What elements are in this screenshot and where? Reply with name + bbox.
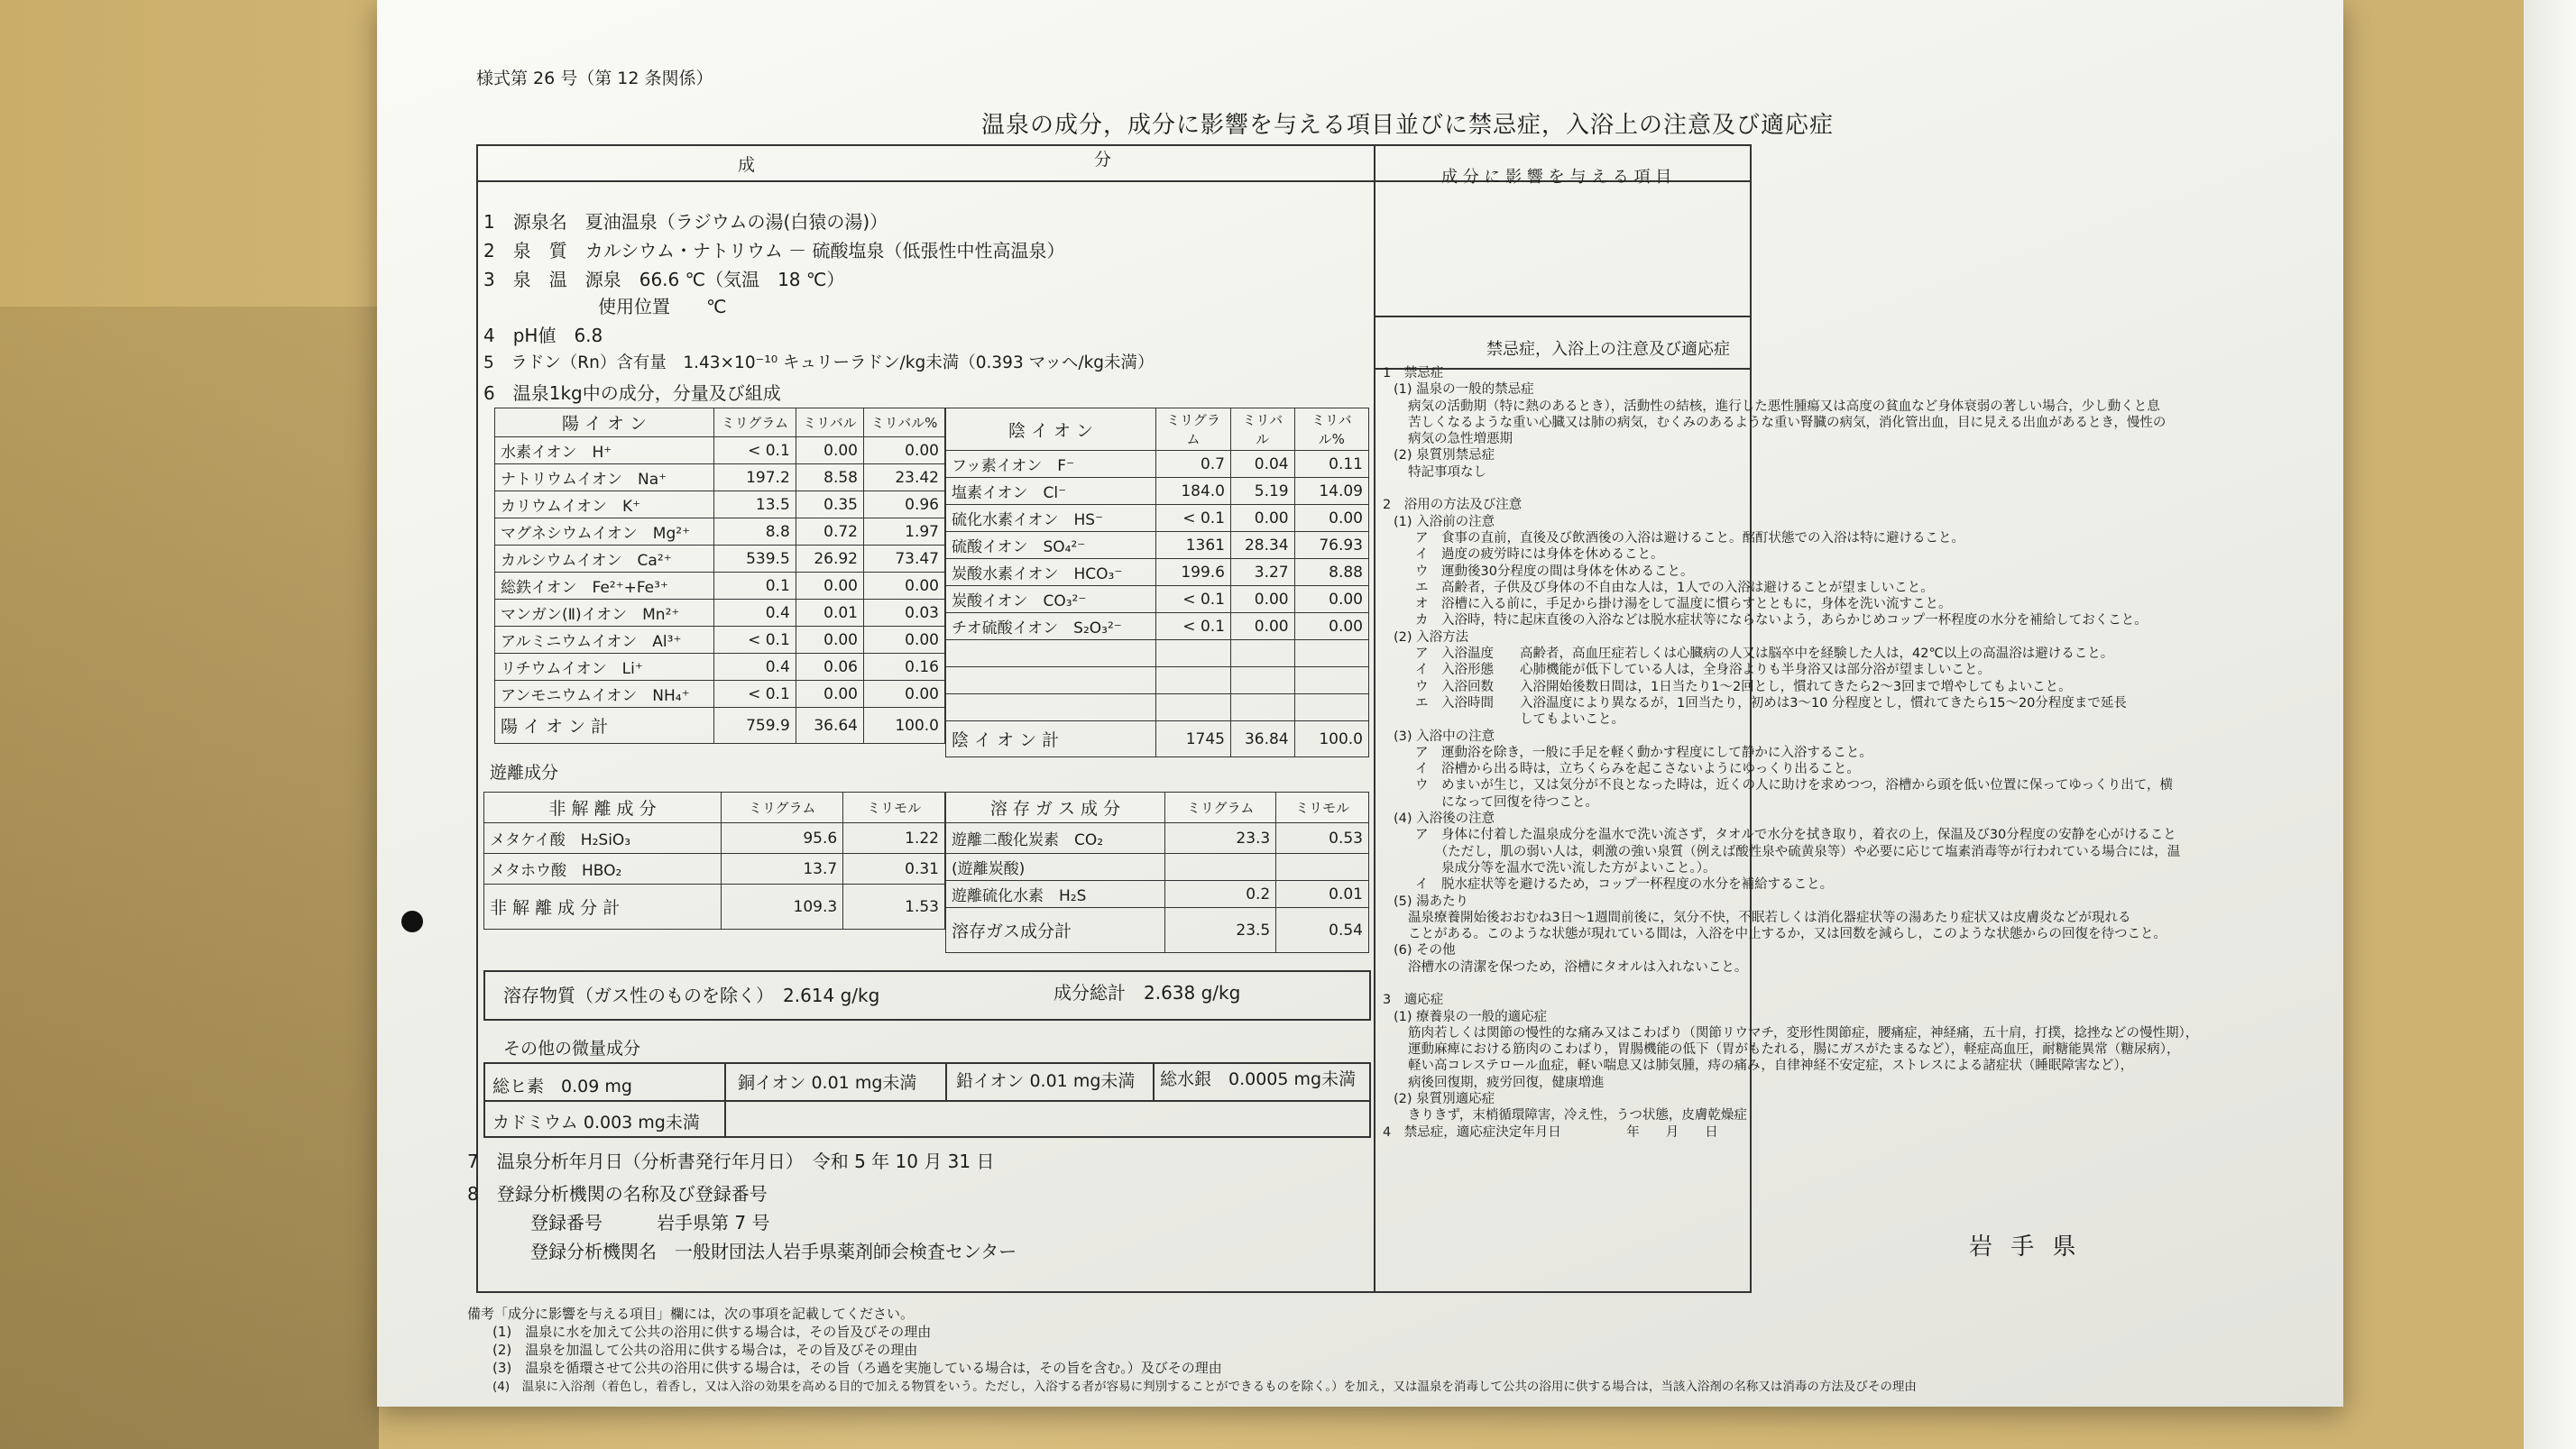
value: < 0.1 — [1156, 505, 1231, 532]
value: 8.88 — [1294, 559, 1368, 586]
table-row — [495, 600, 945, 627]
table-row — [946, 908, 1369, 953]
remark-line: (2) 温泉を加温して公共の浴用に供する場合は，その旨及びその理由 — [492, 1342, 918, 1358]
text-line: (1) 療養泉の一般的適応症 — [1394, 1009, 1548, 1024]
text-line — [1383, 976, 1743, 992]
table-row — [495, 464, 945, 491]
text-line: ウ めまいが生じ，又は気分が不良となった時は，近くの人に助けを求めつつ，浴槽から頭を低い位置に保ってゆっくり出て，横 — [1415, 778, 2173, 793]
trace-divider — [945, 1062, 947, 1100]
value: 0.54 — [1276, 908, 1369, 953]
value: 13.7 — [722, 854, 843, 885]
trace-divider — [1153, 1062, 1155, 1100]
trace-arsenic: 総ヒ素 0.09 mg — [492, 1077, 632, 1096]
text-line: (1) 温泉の一般的禁忌症 — [1394, 382, 1534, 398]
text-line: ア 身体に付着した温泉成分を温水で洗い流さず，タオルで水分を拭き取り，着衣の上，保温及び30分程度の安静を心がけること — [1415, 828, 2176, 843]
value: 0.00 — [1294, 505, 1368, 532]
value: 1.22 — [843, 823, 945, 854]
text-line: ウ 入浴回数 入浴開始後数日間は，1日当たり1～2回とし，慣れてきたら2～3回まで増やしてもよいこと。 — [1415, 679, 2072, 694]
nondissociated-table — [483, 792, 945, 930]
value: < 0.1 — [714, 681, 796, 708]
value: 0.00 — [796, 573, 863, 600]
gas-header-mmol: ミリモル — [1276, 793, 1369, 823]
text-line: ア 運動浴を除き，一般に手足を軽く動かす程度にして静かに入浴すること。 — [1415, 745, 1872, 760]
text-line: 1 禁忌症 — [1383, 366, 1444, 381]
window-frame — [2524, 0, 2576, 1449]
ion-name: フッ素イオン F⁻ — [946, 451, 1156, 478]
header-contraindications: 禁忌症，入浴上の注意及び適応症 — [1486, 340, 1730, 359]
value: 0.00 — [1230, 586, 1294, 613]
value: 0.1 — [714, 573, 796, 600]
cation-header-mg: ミリグラム — [714, 408, 796, 437]
value: 26.92 — [796, 546, 863, 573]
cation-header-mval: ミリバル — [796, 408, 863, 437]
trace-row-rule — [483, 1100, 1369, 1102]
ion-name: 硫化水素イオン HS⁻ — [946, 505, 1156, 532]
text-line: 軽い高コレステロール血症，軽い喘息又は肺気腫，痔の痛み，自律神経不安定症，ストレスによる諸症状（睡眠障害など）， — [1408, 1059, 2134, 1074]
anion-table — [945, 408, 1369, 757]
value: 0.72 — [796, 518, 863, 546]
text-line: ウ 運動後30分程度の間は身体を休めること。 — [1415, 564, 1694, 579]
trace-mercury: 総水銀 0.0005 mg未満 — [1160, 1069, 1357, 1089]
value: 100.0 — [1294, 721, 1368, 757]
ion-name: ナトリウムイオン Na⁺ — [495, 464, 714, 491]
value: 95.6 — [722, 823, 843, 854]
table-row — [946, 640, 1369, 667]
ion-name: 炭酸水素イオン HCO₃⁻ — [946, 559, 1156, 586]
value: 0.53 — [1276, 823, 1369, 854]
ion-name: アンモニウムイオン NH₄⁺ — [495, 681, 714, 708]
table-row — [495, 546, 945, 573]
value: < 0.1 — [714, 627, 796, 654]
text-line: イ 浴槽から出る時は，立ちくらみを起こさないようにゆっくり出ること。 — [1415, 762, 1860, 777]
table-row — [495, 681, 945, 708]
hot-spring-analysis-sheet — [377, 0, 2343, 1407]
ion-name: 硫酸イオン SO₄²⁻ — [946, 532, 1156, 559]
anion-header-pct: ミリバル% — [1294, 408, 1368, 451]
text-line: 筋肉若しくは関節の慢性的な痛み又はこわばり（関節リウマチ，変形性関節症，腰痛症，神経痛，五十肩，打撲，捻挫などの慢性期）， — [1408, 1025, 2199, 1041]
text-line: 病気の急性増悪期 — [1408, 432, 1513, 447]
text-line: エ 入浴時間 入浴温度により異なるが，1回当たり，初めは3～10 分程度とし，慣れてきたら15～20分程度まで延長 — [1415, 695, 2127, 711]
gas-header: 溶 存 ガ ス 成 分 — [946, 793, 1165, 823]
cation-table — [494, 408, 945, 744]
value: 759.9 — [714, 708, 796, 744]
remark-line: (1) 温泉に水を加えて公共の浴用に供する場合は，その旨及びその理由 — [492, 1324, 932, 1340]
value: 36.84 — [1230, 721, 1294, 757]
value: 1361 — [1156, 532, 1231, 559]
value: 8.8 — [714, 518, 796, 546]
value: 199.6 — [1156, 559, 1231, 586]
trace-title: その他の微量成分 — [503, 1039, 641, 1059]
value: 8.58 — [796, 464, 863, 491]
text-line: 3 適応症 — [1383, 993, 1444, 1008]
value: 0.7 — [1156, 451, 1231, 478]
dissolved-gas-table — [945, 792, 1369, 953]
text-line: になって回復を待つこと。 — [1415, 794, 1598, 810]
text-line: (1) 入浴前の注意 — [1394, 514, 1495, 529]
punch-hole — [401, 911, 423, 932]
value: 36.64 — [796, 708, 863, 744]
table-row — [946, 694, 1369, 721]
item-radon: 5 ラドン（Rn）含有量 1.43×10⁻¹⁰ キュリーラドン/kg未満（0.393 マッヘ/kg未満） — [483, 353, 1155, 372]
ion-name: チオ硫酸イオン S₂O₃²⁻ — [946, 613, 1156, 640]
text-line: 温泉療養開始後おおむね3日～1週間前後に，気分不快，不眠若しくは消化器症状等の湯あたり症状又は皮膚炎などが現れる — [1408, 910, 2131, 925]
value: 14.09 — [1294, 478, 1368, 505]
value: 0.11 — [1294, 451, 1368, 478]
registration-title: 8 登録分析機関の名称及び登録番号 — [467, 1183, 768, 1205]
value: 3.27 — [1230, 559, 1294, 586]
anion-header-mg: ミリグラム — [1156, 408, 1231, 451]
table-row — [495, 708, 945, 744]
gas-header-mg: ミリグラム — [1165, 793, 1276, 823]
value: 76.93 — [1294, 532, 1368, 559]
text-line: (2) 泉質別禁忌症 — [1394, 448, 1495, 463]
anion-header: 陰 イ オ ン — [946, 408, 1156, 451]
dissolved-substances: 溶存物質（ガス性のものを除く） 2.614 g/kg — [503, 985, 880, 1006]
value: 0.00 — [796, 627, 863, 654]
component-name: (遊離炭酸) — [946, 854, 1165, 881]
registration-number: 登録番号 岩手県第 7 号 — [530, 1212, 770, 1233]
value: 1745 — [1156, 721, 1231, 757]
value: 0.04 — [1230, 451, 1294, 478]
trace-divider — [724, 1100, 726, 1136]
cation-header: 陽 イ オ ン — [495, 408, 714, 437]
value: 23.5 — [1165, 908, 1276, 953]
value: 0.00 — [1230, 613, 1294, 640]
page-title: 温泉の成分，成分に影響を与える項目並びに禁忌症，入浴上の注意及び適応症 — [981, 112, 1835, 139]
trace-cadmium: カドミウム 0.003 mg未満 — [492, 1113, 700, 1133]
header-seibun-2: 分 — [1094, 150, 1112, 170]
header-factors: 成 分 に 影 響 を 与 え る 項 目 — [1441, 168, 1672, 187]
value: 0.00 — [863, 627, 944, 654]
contraindications-text — [1383, 365, 2199, 1141]
text-line: (2) 入浴方法 — [1394, 629, 1469, 645]
text-line: 病後回復期，疲労回復，健康増進 — [1408, 1075, 1605, 1090]
value: 0.31 — [843, 854, 945, 885]
value: 0.01 — [796, 600, 863, 627]
value: 0.01 — [1276, 881, 1369, 908]
right-section-rule — [1374, 316, 1750, 317]
wall-shadow — [0, 307, 379, 1449]
text-line: してもよいこと。 — [1415, 712, 1624, 728]
value: 109.3 — [722, 885, 843, 930]
table-row — [484, 854, 945, 885]
text-line: イ 過度の疲労時には身体を休めること。 — [1415, 547, 1664, 563]
analysis-date: 7 温泉分析年月日（分析書発行年月日） 令和 5 年 10 月 31 日 — [467, 1151, 995, 1172]
item-usage-temp: 使用位置 ℃ — [598, 296, 727, 317]
ion-name: カリウムイオン K⁺ — [495, 491, 714, 518]
nondiss-header-mg: ミリグラム — [722, 793, 843, 823]
ion-name: 総鉄イオン Fe²⁺+Fe³⁺ — [495, 573, 714, 600]
trace-divider — [724, 1062, 726, 1100]
value: 23.3 — [1165, 823, 1276, 854]
table-row — [946, 559, 1369, 586]
ion-name: アルミニウムイオン Al³⁺ — [495, 627, 714, 654]
value: < 0.1 — [1156, 586, 1231, 613]
value: < 0.1 — [1156, 613, 1231, 640]
value: 0.2 — [1165, 881, 1276, 908]
table-row — [946, 532, 1369, 559]
nondiss-header-mmol: ミリモル — [843, 793, 945, 823]
component-name: 遊離二酸化炭素 CO₂ — [946, 823, 1165, 854]
text-line: イ 脱水症状等を避けるため，コップ一杯程度の水分を補給すること。 — [1415, 877, 1834, 893]
ion-name: マンガン(Ⅱ)イオン Mn²⁺ — [495, 600, 714, 627]
value: 0.00 — [863, 681, 944, 708]
value: 0.00 — [796, 681, 863, 708]
table-row — [484, 885, 945, 930]
cation-total-label: 陽 イ オ ン 計 — [495, 708, 714, 744]
value: 0.35 — [796, 491, 863, 518]
text-line: イ 入浴形態 心肺機能が低下している人は，全身浴よりも半身浴又は部分浴が望ましいこと。 — [1415, 663, 1991, 678]
table-row — [946, 823, 1369, 854]
ion-name: マグネシウムイオン Mg²⁺ — [495, 518, 714, 546]
value: 0.00 — [863, 573, 944, 600]
value: 197.2 — [714, 464, 796, 491]
text-line: (4) 入浴後の注意 — [1394, 812, 1495, 827]
value: < 0.1 — [714, 437, 796, 464]
value: 23.42 — [863, 464, 944, 491]
header-seibun-1: 成 — [738, 155, 756, 175]
value: 1.53 — [843, 885, 945, 930]
component-name: メタケイ酸 H₂SiO₃ — [484, 823, 722, 854]
text-line: カ 入浴時，特に起床直後の入浴などは脱水症状等にならないよう，あらかじめコップ一杯程度の水分を補給しておくこと。 — [1415, 613, 2148, 628]
trace-lead: 鉛イオン 0.01 mg未満 — [956, 1071, 1136, 1091]
item-composition: 6 温泉1kg中の成分，分量及び組成 — [483, 382, 781, 404]
text-line: 運動麻痺における筋肉のこわばり，胃腸機能の低下（胃がもたれる，腸にガスがたまるなど），軽症高血圧，耐糖能異常（糖尿病）， — [1408, 1042, 2180, 1058]
text-line: ア 食事の直前，直後及び飲酒後の入浴は避けること。酩酊状態での入浴は特に避けること。 — [1415, 530, 1964, 546]
text-line: 浴槽水の清潔を保つため，浴槽にタオルは入れないこと。 — [1408, 959, 1748, 975]
value: 0.00 — [1294, 586, 1368, 613]
total-components: 成分総計 2.638 g/kg — [1053, 982, 1241, 1004]
value: 539.5 — [714, 546, 796, 573]
value: 73.47 — [863, 546, 944, 573]
value: 0.00 — [1230, 505, 1294, 532]
component-name: 遊離硫化水素 H₂S — [946, 881, 1165, 908]
table-row — [946, 793, 1369, 823]
table-row — [946, 408, 1369, 451]
item-temperature: 3 泉 温 源泉 66.6 ℃（気温 18 ℃） — [483, 269, 845, 290]
table-row — [495, 437, 945, 464]
item-source-name: 1 源泉名 夏油温泉（ラジウムの湯(白猿の湯)） — [483, 211, 888, 233]
component-name: メタホウ酸 HBO₂ — [484, 854, 722, 885]
table-row — [946, 478, 1369, 505]
value: 13.5 — [714, 491, 796, 518]
item-spring-quality: 2 泉 質 カルシウム・ナトリウム － 硫酸塩泉（低張性中性高温泉） — [483, 240, 1065, 261]
anion-header-mval: ミリバル — [1230, 408, 1294, 451]
table-row — [946, 721, 1369, 757]
table-row — [946, 613, 1369, 640]
ion-name: 塩素イオン Cl⁻ — [946, 478, 1156, 505]
item-ph: 4 pH値 6.8 — [483, 325, 603, 346]
text-line: (6) その他 — [1394, 943, 1456, 958]
ion-name: 炭酸イオン CO₃²⁻ — [946, 586, 1156, 613]
table-row — [495, 627, 945, 654]
cation-header-pct: ミリバル% — [863, 408, 944, 437]
text-line: 泉成分等を温水で洗い流した方がよいこと。）。 — [1415, 860, 1716, 876]
text-line: オ 浴槽に入る前に，手足から掛け湯をして温度に慣らすとともに，身体を洗い流すこと。 — [1415, 597, 1952, 612]
value: 0.06 — [796, 654, 863, 681]
registration-institution: 登録分析機関名 一般財団法人岩手県薬剤師会検査センター — [530, 1241, 1017, 1262]
value: 0.4 — [714, 600, 796, 627]
anion-total-label: 陰 イ オ ン 計 — [946, 721, 1156, 757]
value: 1.97 — [863, 518, 944, 546]
text-line: 苦しくなるような重い心臓又は肺の病気，むくみのあるような重い腎臓の病気，消化管出血，目に見える出血があるとき，慢性の — [1408, 415, 2167, 430]
table-row — [946, 586, 1369, 613]
text-line: （ただし，肌の弱い人は，刺激の強い泉質（例えば酸性泉や硫黄泉等）や必要に応じて塩素消毒等が行われている場合には，温 — [1415, 844, 2181, 859]
free-components-title: 遊離成分 — [490, 763, 559, 783]
table-row — [495, 573, 945, 600]
text-line — [1383, 481, 1743, 497]
remark-line: (3) 温泉を循環させて公共の浴用に供する場合は，その旨（ろ過を実施している場合は，その旨を含む。）及びその理由 — [492, 1360, 1222, 1376]
text-line: 特記事項なし — [1408, 464, 1486, 480]
table-row — [946, 667, 1369, 694]
remark-line: 備考「成分に影響を与える項目」欄には，次の事項を記載してください。 — [467, 1306, 915, 1322]
text-line: ア 入浴温度 高齢者，高血圧症若しくは心臓病の人又は脳卒中を経験した人は，42℃以上の高温浴は避けること。 — [1415, 647, 2114, 662]
value: 100.0 — [863, 708, 944, 744]
value: 0.03 — [863, 600, 944, 627]
prefecture-name: 岩 手 県 — [1969, 1233, 2082, 1261]
value: 0.16 — [863, 654, 944, 681]
value: 0.96 — [863, 491, 944, 518]
trace-copper: 銅イオン 0.01 mg未満 — [738, 1073, 917, 1093]
text-line: (3) 入浴中の注意 — [1394, 729, 1495, 744]
remarks — [467, 1304, 1917, 1394]
text-line: (2) 泉質別適応症 — [1394, 1092, 1495, 1107]
table-row — [495, 654, 945, 681]
nondiss-header: 非 解 離 成 分 — [484, 793, 722, 823]
value: 5.19 — [1230, 478, 1294, 505]
table-row — [946, 451, 1369, 478]
text-line: 4 禁忌症，適応症決定年月日 年 月 日 — [1383, 1124, 1718, 1140]
nondiss-total-label: 非 解 離 成 分 計 — [484, 885, 722, 930]
ion-name: リチウムイオン Li⁺ — [495, 654, 714, 681]
text-line: きりきず，末梢循環障害，冷え性，うつ状態，皮膚乾燥症 — [1408, 1108, 1747, 1123]
text-line: (5) 湯あたり — [1394, 894, 1469, 909]
text-line: 病気の活動期（特に熱のあるとき），活動性の結核，進行した悪性腫瘍又は高度の貧血など身体衰弱の著しい場合，少し動くと息 — [1408, 399, 2160, 414]
table-row — [495, 518, 945, 546]
form-number: 様式第 26 号（第 12 条関係） — [476, 69, 713, 88]
value: 28.34 — [1230, 532, 1294, 559]
value: 0.00 — [863, 437, 944, 464]
remark-line: (4) 温泉に入浴剤（着色し，着香し，又は入浴の効果を高める目的で加える物質をいう。ただし，入浴する者が容易に判別することができるものを除く。）を加え，又は温泉を消毒して公共の浴用に供する場合は，当該入浴剤の名称又は消毒の方法及びその理由 — [492, 1380, 1917, 1394]
gas-total-label: 溶存ガス成分計 — [946, 908, 1165, 953]
table-row — [484, 793, 945, 823]
ion-name: 水素イオン H⁺ — [495, 437, 714, 464]
table-row — [946, 854, 1369, 881]
text-line: 2 浴用の方法及び注意 — [1383, 498, 1523, 513]
value: 0.00 — [796, 437, 863, 464]
text-line: ことがある。このような状態が現れている間は，入浴を中止するか，又は回数を減らし，このような状態からの回復を待つこと。 — [1408, 927, 2167, 942]
value: 0.4 — [714, 654, 796, 681]
ion-name: カルシウムイオン Ca²⁺ — [495, 546, 714, 573]
table-row — [946, 505, 1369, 532]
table-row — [484, 823, 945, 854]
table-row — [946, 881, 1369, 908]
text-line: エ 高齢者，子供及び身体の不自由な人は，1人での入浴は避けることが望ましいこと。 — [1415, 580, 1934, 595]
value: 0.00 — [1294, 613, 1368, 640]
table-row — [495, 491, 945, 518]
table-row — [495, 408, 945, 437]
value: 184.0 — [1156, 478, 1231, 505]
